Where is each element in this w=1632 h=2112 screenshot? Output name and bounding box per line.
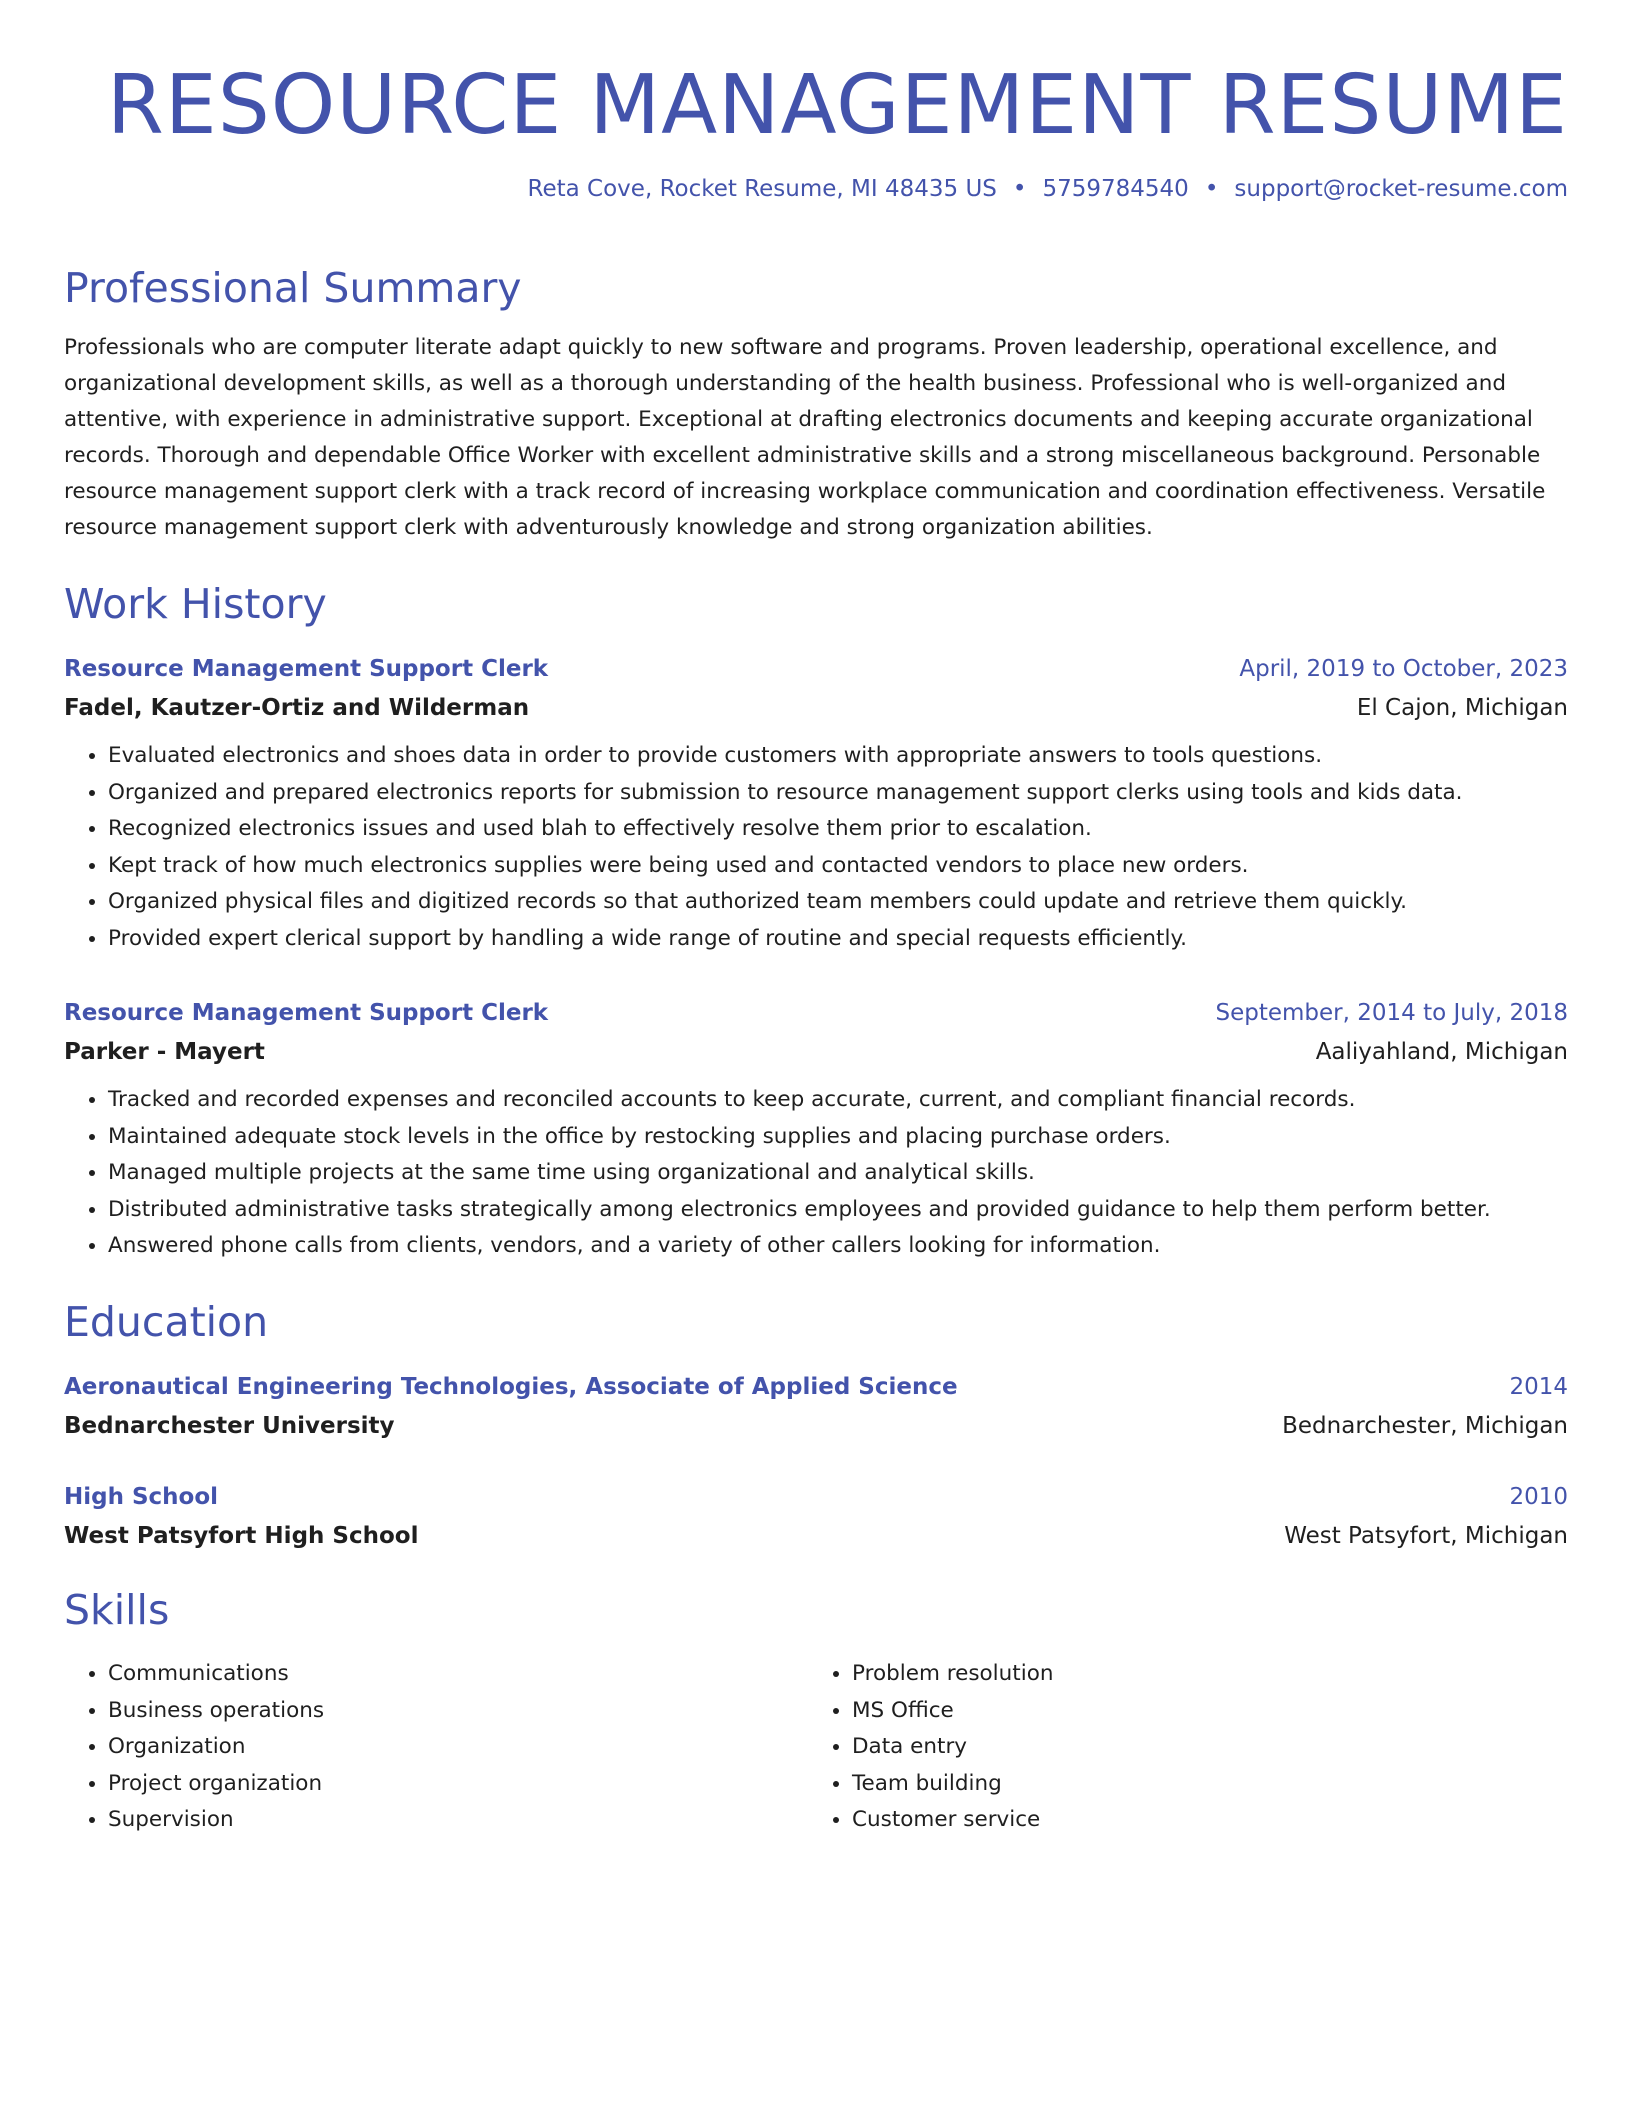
skill-item: • Business operations [108, 1693, 808, 1730]
skills-column-left [64, 1656, 808, 1839]
education-year: 2010 [1509, 1484, 1568, 1510]
education-school-row [64, 1516, 1568, 1556]
contact-separator: • [1012, 176, 1027, 202]
job-entry [64, 994, 1568, 1265]
education-header-row [64, 1478, 1568, 1516]
education-degree: High School [64, 1484, 219, 1510]
education-location: West Patsyfort, Michigan [1284, 1523, 1568, 1549]
contact-separator: • [1204, 176, 1219, 202]
job-bullet: • Distributed administrative tasks strategically among electronics employees and provided guidance to help them perform better. [108, 1192, 1568, 1229]
job-role: Resource Management Support Clerk [64, 656, 549, 682]
section-title-work-history: Work History [64, 580, 327, 628]
contact-line [528, 176, 1568, 202]
job-company-row [64, 1032, 1568, 1072]
job-entry [64, 650, 1568, 957]
job-location: El Cajon, Michigan [1356, 695, 1568, 721]
job-role: Resource Management Support Clerk [64, 1000, 549, 1026]
job-bullet: • Answered phone calls from clients, vendors, and a variety of other callers looking for information. [108, 1228, 1568, 1265]
job-dates: September, 2014 to July, 2018 [1215, 1000, 1568, 1026]
job-bullet: • Organized and prepared electronics reports for submission to resource management support clerks using tools and kids data. [108, 775, 1568, 812]
job-company-row [64, 688, 1568, 728]
skill-item: • Data entry [852, 1729, 1552, 1766]
education-entry [64, 1368, 1568, 1446]
job-bullets [64, 1082, 1568, 1265]
education-entry [64, 1478, 1568, 1556]
skill-item: • Problem resolution [852, 1656, 1552, 1693]
job-bullet: • Managed multiple projects at the same time using organizational and analytical skills. [108, 1155, 1568, 1192]
section-title-summary: Professional Summary [64, 264, 522, 312]
section-title-skills: Skills [64, 1586, 170, 1634]
job-company: Fadel, Kautzer-Ortiz and Wilderman [64, 695, 530, 721]
skill-item: • Project organization [108, 1766, 808, 1803]
skill-item: • Team building [852, 1766, 1552, 1803]
job-bullet: • Recognized electronics issues and used blah to effectively resolve them prior to escalation. [108, 811, 1568, 848]
job-bullet: • Tracked and recorded expenses and reconciled accounts to keep accurate, current, and compliant financial records. [108, 1082, 1568, 1119]
job-header-row [64, 650, 1568, 688]
education-year: 2014 [1509, 1374, 1568, 1400]
job-bullets [64, 738, 1568, 957]
education-location: Bednarchester, Michigan [1282, 1413, 1568, 1439]
education-degree: Aeronautical Engineering Technologies, Associate of Applied Science [64, 1374, 958, 1400]
contact-address: Reta Cove, Rocket Resume, MI 48435 US [527, 176, 997, 202]
contact-email: support@rocket-resume.com [1234, 176, 1568, 202]
skill-item: • Organization [108, 1729, 808, 1766]
job-bullet: • Maintained adequate stock levels in the office by restocking supplies and placing purchase orders. [108, 1119, 1568, 1156]
resume-title: RESOURCE MANAGEMENT RESUME [106, 58, 1568, 153]
education-school: Bednarchester University [64, 1413, 395, 1439]
contact-phone: 5759784540 [1042, 176, 1189, 202]
job-bullet: • Provided expert clerical support by handling a wide range of routine and special requests efficiently. [108, 921, 1568, 958]
skill-item: • Customer service [852, 1802, 1552, 1839]
job-location: Aaliyahland, Michigan [1315, 1039, 1568, 1065]
job-bullet: • Organized physical files and digitized records so that authorized team members could update and retrieve them quickly. [108, 884, 1568, 921]
education-school: West Patsyfort High School [64, 1523, 419, 1549]
skill-item: • MS Office [852, 1693, 1552, 1730]
skill-item: • Communications [108, 1656, 808, 1693]
skills-column-right [808, 1656, 1552, 1839]
job-bullet: • Kept track of how much electronics supplies were being used and contacted vendors to place new orders. [108, 848, 1568, 885]
education-school-row [64, 1406, 1568, 1446]
education-header-row [64, 1368, 1568, 1406]
job-dates: April, 2019 to October, 2023 [1239, 656, 1568, 682]
job-header-row [64, 994, 1568, 1032]
section-title-education: Education [64, 1298, 269, 1346]
summary-text: Professionals who are computer literate adapt quickly to new software and programs. Proven leadership, operational excellence, and organizational development skills, as well as a thorough understanding of the health business. Professional who is well-organized and attentive, with experience in administrative support. Exceptional at drafting electronics documents and keeping accurate organizational records. Thorough and dependable Office Worker with excellent administrative skills and a strong miscellaneous background. Personable resource management support clerk with a track record of increasing workplace communication and coordination effectiveness. Versatile resource management support clerk with adventurously knowledge and strong organization abilities. [64, 335, 1546, 540]
skills-list [64, 1656, 1568, 1839]
skill-item: • Supervision [108, 1802, 808, 1839]
job-company: Parker - Mayert [64, 1039, 265, 1065]
job-bullet: • Evaluated electronics and shoes data in order to provide customers with appropriate answers to tools questions. [108, 738, 1568, 775]
